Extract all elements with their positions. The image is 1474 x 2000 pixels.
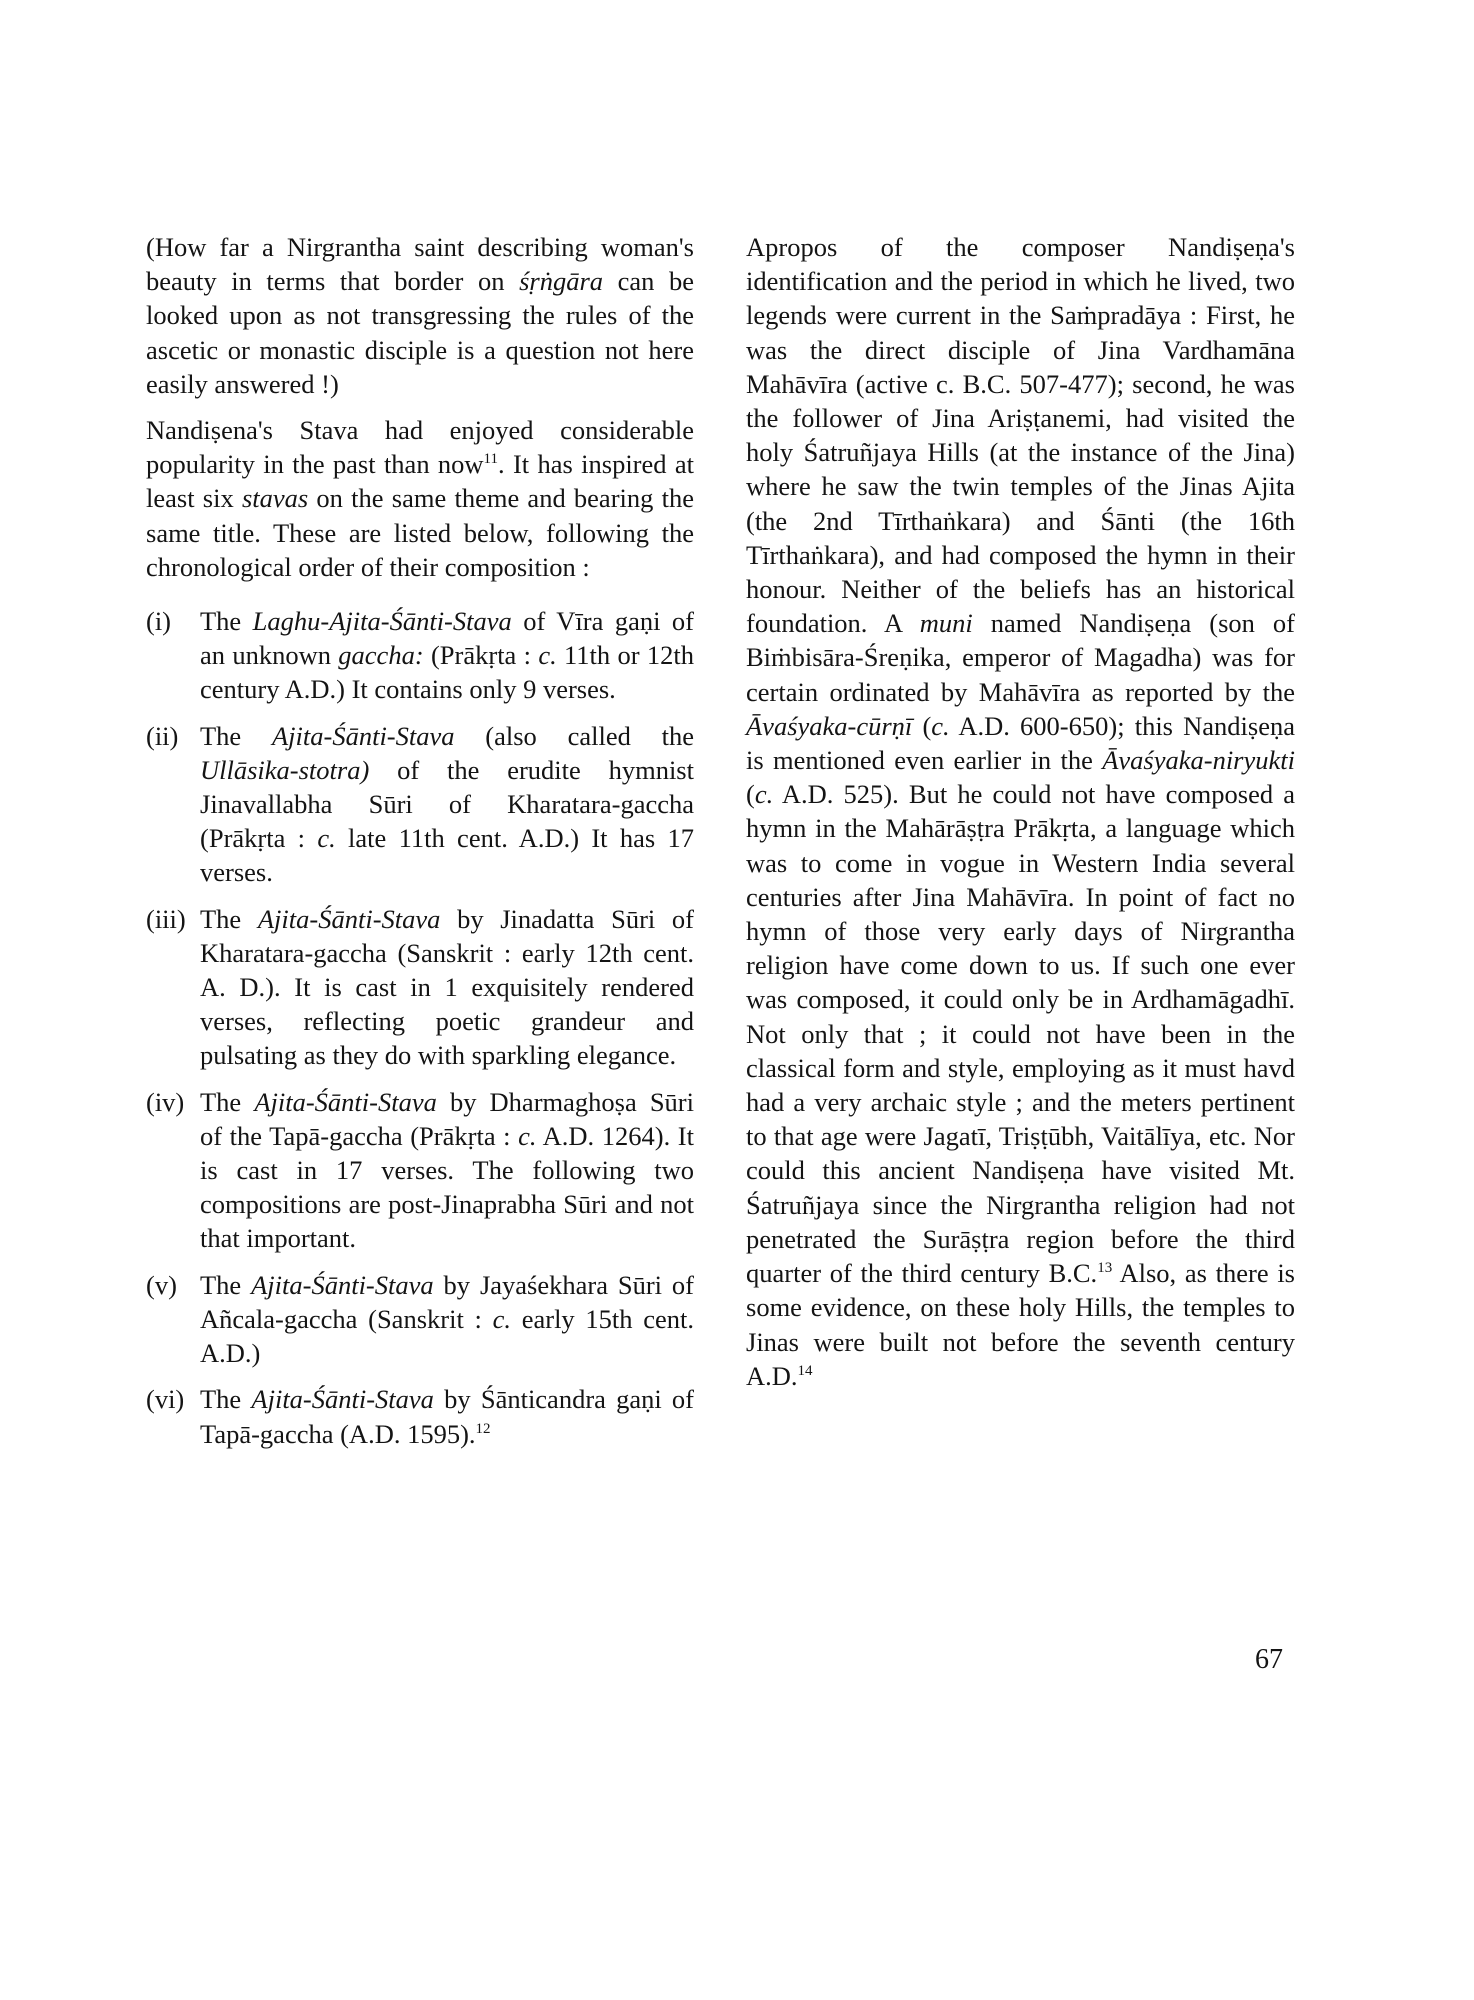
item-title: Ajita-Śānti-Stava (254, 1086, 437, 1117)
apropos-text-e: A.D. 525). But he could not have composed a hymn in the Mahārāṣṭra Prākṛta, a language which was to come in vogue in Western India several centuries after Jina Mahāvīra. In point of fact no hymn of those very early days of Nirgrantha religion have come down to us. If such one ever was composed, it could only be in Ardhamāgadhī. Not only that ; it could not have been in the classical form and style, employing as it must havd had a very archaic style ; and the meters pertinent to that age were Jagatī, Triṣṭūbh, Vaitālīya, etc. Nor could this ancient Nandiṣeṇa have visited Mt. Śatruñjaya since the Nirgrantha religion had not penetrated the Surāṣṭra region before the third quarter of the third century B.C. (746, 779, 1295, 1289)
list-item-number: (v) (146, 1269, 177, 1300)
stava-text-end: on the same theme and bearing the same title. These are listed below, following the chronological order of their composition : (146, 483, 694, 582)
list-item (146, 1085, 694, 1256)
list-item-text (200, 902, 694, 1073)
item-mid: by Śānticandra gaṇi of Tapā-gaccha (A.D. 1595). (200, 1384, 694, 1449)
item-pre: The (200, 903, 258, 934)
item-title: Ajita-Śānti-Stava (251, 1269, 434, 1300)
item-post: of the erudite hymnist Jinavallabha Sūri of Kharatara-gaccha (Prākṛta : (200, 754, 694, 854)
paren: ( (746, 779, 755, 810)
item-pre: The (200, 720, 272, 751)
item-pre: The (200, 1384, 252, 1415)
left-column (146, 230, 694, 1451)
work-title-niryukti: Āvaśyaka-niryukti (1102, 745, 1295, 776)
list-item-text (200, 604, 694, 707)
list-item-number: (i) (146, 606, 172, 637)
item-term: Ullāsika-stotra) (200, 754, 370, 785)
item-end: 11th or 12th century A.D.) It contains only 9 verses. (200, 640, 694, 705)
item-title: Ajita-Śānti-Stava (251, 1384, 434, 1415)
list-item-text (200, 719, 694, 890)
item-term: gaccha: (338, 640, 424, 671)
page-number: 67 (1255, 1644, 1283, 1675)
list-item-text (200, 1268, 694, 1371)
item-post: A.D. 1264). It is cast in 17 verses. The following two compositions are post-Jinaprabha Sūri and not that important. (200, 1120, 694, 1254)
list-item (146, 1268, 694, 1371)
list-item-number: (iv) (146, 1086, 185, 1117)
item-post: (Prākṛta : (423, 640, 539, 671)
apropos-text-f: Also, as there is some evidence, on these holy Hills, the temples to Jinas were built not before the seventh century A.D. (746, 1258, 1295, 1391)
apropos-text-d: A.D. 600-650); this Nandiṣeṇa is mentioned even earlier in the (746, 710, 1295, 776)
item-mid: by Jayaśekhara Sūri of Añcala-gaccha (Sanskrit : (200, 1269, 695, 1334)
item-title: Laghu-Ajita-Śānti-Stava (252, 606, 512, 637)
paren: ( (912, 710, 932, 741)
list-item-text (200, 1085, 694, 1256)
item-circa: c. (538, 640, 557, 671)
item-circa: c. (317, 823, 336, 854)
intro-paragraph (146, 230, 694, 401)
list-item (146, 1382, 694, 1450)
item-title: Ajita-Śānti-Stava (257, 903, 441, 934)
list-item (146, 604, 694, 707)
footnote-ref-14: 14 (797, 1362, 813, 1379)
apropos-text: Apropos of the composer Nandiṣeṇa's identification and the period in which he lived, two legends were current in the Saṁpradāya : First, he was the direct disciple of Jina Vardhamāna Mahāvīra (active c. B.C. 507-477); second, he was the follower of Jina Ariṣṭanemi, had visited the holy Śatruñjaya Hills (at the instance of the Jina) where he saw the twin temples of the Jinas Ajita (the 2nd Tīrthaṅkara) and Śānti (the 16th Tīrthaṅkara), and had composed the hymn in their honour. Neither of the beliefs has an historical foundation. A (746, 232, 1295, 639)
item-pre: The (200, 606, 253, 637)
footnote-ref-11: 11 (483, 451, 498, 468)
apropos-paragraph (746, 230, 1295, 1393)
list-item (146, 902, 694, 1073)
right-column (746, 230, 1295, 1393)
list-item-number: (ii) (146, 720, 179, 751)
list-item-text (200, 1382, 694, 1450)
list-item (146, 719, 694, 890)
footnote-ref-13: 13 (1097, 1260, 1113, 1277)
item-mid: (also called the (454, 720, 694, 751)
item-pre: The (200, 1086, 255, 1117)
item-end: late 11th cent. A.D.) It has 17 verses. (200, 823, 694, 888)
item-pre: The (200, 1269, 252, 1300)
intro-text: (How far a Nirgrantha saint describing woman's beauty in terms that border on (146, 232, 694, 297)
item-circa: c. (492, 1303, 511, 1334)
stava-term: stavas (241, 483, 309, 514)
item-mid: by Dharmaghoṣa Sūri of the Tapā-gaccha (Prākṛta : (200, 1086, 694, 1151)
stava-text: Nandiṣena's Stava had enjoyed considerable popularity in the past than now (146, 415, 694, 480)
circa: c. (754, 779, 774, 810)
item-post: exquisitely rendered verses, reflecting poetic grandeur and pulsating as they do with sparkling elegance. (200, 972, 694, 1071)
circa: c. (931, 710, 950, 741)
stava-text-cont: . It has inspired at least six (146, 449, 694, 514)
item-post: early 15th cent. A.D.) (200, 1303, 694, 1369)
item-title: Ajita-Śānti-Stava (271, 720, 455, 751)
apropos-text-b: named Nandiṣeṇa (son of Biṁbisāra-Śreṇika, emperor of Magadha) was for certain ordinated by Mahāvīra as reported by the (746, 608, 1295, 707)
stava-paragraph (146, 413, 694, 584)
intro-term: śṛṅgāra (519, 266, 604, 297)
item-circa: c. (518, 1120, 537, 1151)
list-item-number: (vi) (146, 1384, 185, 1415)
item-mid: by Jinadatta Sūri of Kharatara-gaccha (Sanskrit : early 12th cent. A. D.). It is cast in 1 (200, 903, 695, 1003)
work-title-curni: Āvaśyaka-cūrṇī (746, 710, 913, 741)
item-mid: of Vīra gaṇi of an unknown (200, 606, 694, 671)
footnote-ref-12: 12 (475, 1420, 491, 1437)
list-item-number: (iii) (146, 903, 186, 934)
term-muni: muni (919, 608, 973, 639)
intro-text-cont: can be looked upon as not transgressing the rules of the ascetic or monastic disciple is a question not here easily answered !) (146, 266, 694, 399)
